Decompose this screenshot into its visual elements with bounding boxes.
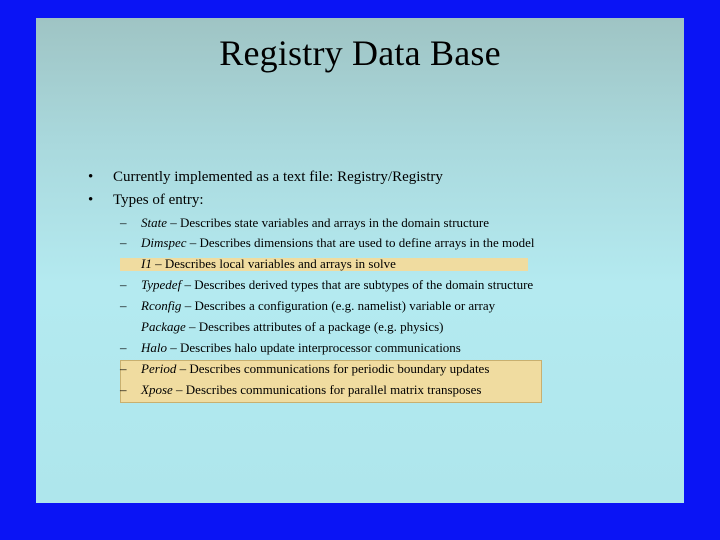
entry-keyword: Period	[141, 361, 177, 376]
dash-marker: –	[120, 382, 127, 397]
bullet-types	[88, 192, 204, 209]
entry-keyword: Package	[141, 319, 186, 334]
bullet-marker: •	[88, 192, 94, 208]
entry-period	[120, 361, 489, 377]
entry-package	[141, 319, 444, 335]
entry-keyword: State	[141, 215, 167, 230]
entry-xpose	[120, 382, 481, 398]
dash-marker: –	[120, 277, 127, 292]
entry-keyword: Xpose	[141, 382, 173, 397]
entry-text: – Describes derived types that are subtypes of the domain structure	[181, 277, 534, 292]
dash-marker: –	[120, 298, 127, 313]
entry-keyword: Dimspec	[141, 235, 187, 250]
entry-text: – Describes state variables and arrays in the domain structure	[167, 215, 489, 230]
entry-rconfig	[120, 298, 495, 314]
entry-text: – Describes communications for parallel matrix transposes	[172, 382, 482, 397]
entry-keyword: I1	[141, 256, 152, 271]
entry-text: – Describes a configuration (e.g. namelist) variable or array	[181, 298, 496, 313]
dash-marker: –	[120, 361, 127, 376]
entry-keyword: Typedef	[141, 277, 182, 292]
entry-typedef	[120, 277, 533, 293]
entry-halo	[120, 340, 461, 356]
slide-title: Registry Data Base	[219, 33, 501, 73]
entry-text: – Describes attributes of a package (e.g. physics)	[185, 319, 444, 334]
dash-marker: –	[120, 215, 127, 230]
entry-text: – Describes halo update interprocessor communications	[167, 340, 461, 355]
entry-text: – Describes dimensions that are used to define arrays in the model	[186, 235, 535, 250]
bullet-implemented	[88, 169, 443, 186]
entry-text: – Describes local variables and arrays in solve	[151, 256, 396, 271]
dash-marker: –	[120, 235, 127, 250]
entry-dimspec	[120, 235, 535, 251]
slide	[36, 18, 684, 503]
entry-text: – Describes communications for periodic boundary updates	[176, 361, 490, 376]
entry-i1	[141, 256, 396, 272]
entry-keyword: Rconfig	[141, 298, 182, 313]
dash-marker: –	[120, 340, 127, 355]
bullet-text: Currently implemented as a text file: Registry/Registry	[113, 169, 443, 185]
entry-keyword: Halo	[141, 340, 167, 355]
entry-state	[120, 215, 489, 231]
bullet-text: Types of entry:	[113, 192, 204, 208]
bullet-marker: •	[88, 169, 94, 185]
